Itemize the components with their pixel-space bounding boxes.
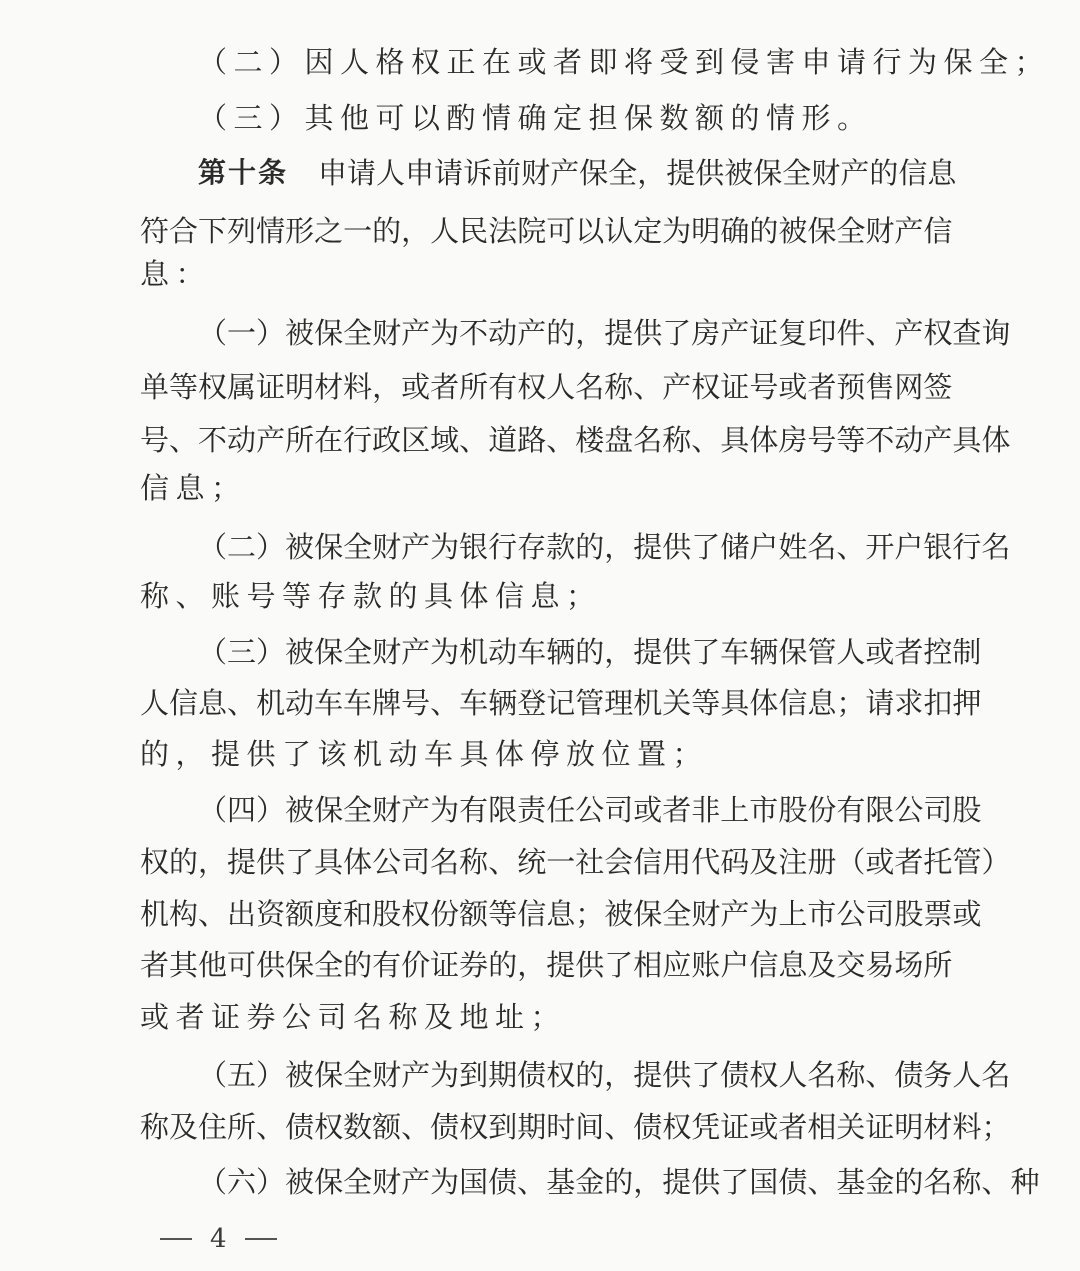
text-line: [198, 1055, 1011, 1095]
line-text: 号 、 不 动 产 所 在 行 政 区 域 、 道 路 、 楼 盘 名 称 、 具 体 房 号 等 不 动 产 具 体: [140, 423, 1011, 457]
line-text: （ 四 ） 被 保 全 财 产 为 有 限 责 任 公 司 或 者 非 上 市 股 份 有 限 公 司 股: [198, 793, 982, 827]
footer-dash-right: [245, 1238, 277, 1240]
line-text: 符 合 下 列 情 形 之 一 的 ， 人 民 法 院 可 以 认 定 为 明 确 的 被 保 全 财 产 信: [140, 214, 953, 248]
text-line: [140, 842, 1011, 882]
line-text: 申 请 人 申 请 诉 前 财 产 保 全 ， 提 供 被 保 全 财 产 的 信 息: [318, 156, 957, 190]
line-text: 称 及 住 所 、 债 权 数 额 、 债 权 到 期 时 间 、 债 权 凭 证 或 者 相 关 证 明 材 料 ；: [140, 1110, 1011, 1144]
line-text: 单 等 权 属 证 明 材 料 ， 或 者 所 有 权 人 名 称 、 产 权 证 号 或 者 预 售 网 签: [140, 370, 953, 404]
line-text: 人 信 息 、 机 动 车 车 牌 号 、 车 辆 登 记 管 理 机 关 等 具 体 信 息 ； 请 求 扣 押: [140, 686, 982, 720]
text-line: [140, 734, 930, 774]
text-line: [198, 313, 1011, 353]
text-line: [140, 945, 953, 985]
line-text: （ 一 ） 被 保 全 财 产 为 不 动 产 的 ， 提 供 了 房 产 证 复 印 件 、 产 权 查 询: [198, 316, 1011, 350]
line-text: 权 的 ， 提 供 了 具 体 公 司 名 称 、 统 一 社 会 信 用 代 码 及 注 册 （ 或 者 托 管 ）: [140, 845, 1011, 879]
text-line: [198, 527, 1011, 567]
text-line: [198, 42, 1051, 82]
line-text: 者 其 他 可 供 保 全 的 有 价 证 券 的 ， 提 供 了 相 应 账 户 信 息 及 交 易 场 所: [140, 948, 953, 982]
line-text: 机 构 、 出 资 额 度 和 股 权 份 额 等 信 息 ； 被 保 全 财 产 为 上 市 公 司 股 票 或: [140, 897, 982, 931]
line-text: 的，提供了该机动车具体停放位置；: [140, 737, 709, 771]
text-line: [140, 1107, 1011, 1147]
text-line: [140, 468, 930, 508]
line-text: （ 二 ） 被 保 全 财 产 为 银 行 存 款 的 ， 提 供 了 储 户 姓 名 、 开 户 银 行 名: [198, 530, 1011, 564]
line-text: （ 五 ） 被 保 全 财 产 为 到 期 债 权 的 ， 提 供 了 债 权 人 名 称 、 债 务 人 名: [198, 1058, 1011, 1092]
text-line: [198, 790, 982, 830]
text-line: [140, 997, 930, 1037]
text-line: [198, 98, 930, 138]
text-line: [140, 683, 982, 723]
page-footer: [160, 1224, 277, 1254]
line-text: 或者证券公司名称及地址；: [140, 1000, 567, 1034]
text-line: [198, 632, 982, 672]
text-line: [140, 420, 1011, 460]
footer-dash-left: [160, 1238, 192, 1240]
line-text: （ 三 ） 被 保 全 财 产 为 机 动 车 辆 的 ， 提 供 了 车 辆 保 管 人 或 者 控 制: [198, 635, 982, 669]
text-line: [140, 211, 953, 251]
text-line: [140, 254, 930, 294]
line-text: （ 六 ） 被 保 全 财 产 为 国 债 、 基 金 的 ， 提 供 了 国 债 、 基 金 的 名 称 、 种: [198, 1165, 1040, 1199]
line-text: （三）其他可以酌情确定担保数额的情形。: [198, 101, 873, 135]
line-text: 息：: [140, 257, 212, 291]
line-text: 称、账号等存款的具体信息；: [140, 579, 602, 613]
text-line: [140, 894, 982, 934]
line-text: 信息；: [140, 471, 247, 505]
text-line: [140, 367, 953, 407]
article-number: 第十条: [198, 156, 289, 189]
line-text: （二）因人格权正在或者即将受到侵害申请行为保全；: [198, 45, 1051, 79]
text-line: [198, 153, 957, 193]
page-number: 4: [210, 1224, 227, 1254]
text-line: [140, 576, 930, 616]
text-line: [198, 1162, 1040, 1202]
